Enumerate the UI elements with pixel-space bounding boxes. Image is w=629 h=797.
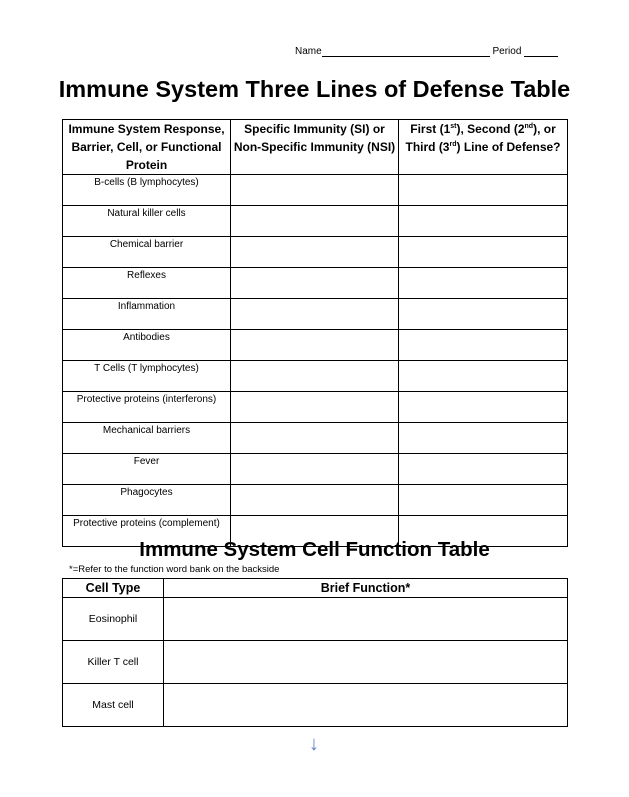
line-answer-cell[interactable] xyxy=(399,454,568,485)
immunity-answer-cell[interactable] xyxy=(231,175,399,206)
hdr-part: First (1 xyxy=(410,122,451,136)
row-label: Mechanical barriers xyxy=(63,423,231,454)
defense-table xyxy=(62,119,568,547)
immunity-answer-cell[interactable] xyxy=(231,206,399,237)
table-row xyxy=(63,641,568,684)
table-row xyxy=(63,392,568,423)
immunity-answer-cell[interactable] xyxy=(231,485,399,516)
line-answer-cell[interactable] xyxy=(399,361,568,392)
table-row xyxy=(63,206,568,237)
immunity-answer-cell[interactable] xyxy=(231,330,399,361)
row-label: T Cells (T lymphocytes) xyxy=(63,361,231,392)
period-field[interactable] xyxy=(524,46,558,57)
table-row xyxy=(63,598,568,641)
row-label: Reflexes xyxy=(63,268,231,299)
hdr-part: ) Line of Defense? xyxy=(456,140,561,154)
col-header-component: Immune System Response, Barrier, Cell, or Functional Protein xyxy=(63,120,231,175)
hdr-part: ), Second (2 xyxy=(456,122,525,136)
row-label: Protective proteins (complement) xyxy=(63,516,231,547)
line-answer-cell[interactable] xyxy=(399,485,568,516)
line-answer-cell[interactable] xyxy=(399,237,568,268)
table-row xyxy=(63,268,568,299)
function-answer-cell[interactable] xyxy=(164,641,568,684)
name-field[interactable] xyxy=(322,46,490,57)
immunity-answer-cell[interactable] xyxy=(231,268,399,299)
cell-type-label: Eosinophil xyxy=(63,598,164,641)
table-row xyxy=(63,330,568,361)
name-label: Name xyxy=(295,46,322,57)
immunity-answer-cell[interactable] xyxy=(231,392,399,423)
hdr-sup: st xyxy=(450,123,457,130)
function-answer-cell[interactable] xyxy=(164,598,568,641)
cell-type-label: Mast cell xyxy=(63,684,164,727)
line-answer-cell[interactable] xyxy=(399,330,568,361)
row-label: B-cells (B lymphocytes) xyxy=(63,175,231,206)
down-arrow-icon: ↓ xyxy=(309,733,319,755)
hdr-sup: rd xyxy=(449,141,457,148)
table-row xyxy=(63,454,568,485)
immunity-answer-cell[interactable] xyxy=(231,454,399,485)
table-row xyxy=(63,175,568,206)
table-row xyxy=(63,361,568,392)
name-period-line xyxy=(295,46,558,57)
line-answer-cell[interactable] xyxy=(399,299,568,330)
row-label: Natural killer cells xyxy=(63,206,231,237)
table-row xyxy=(63,237,568,268)
immunity-answer-cell[interactable] xyxy=(231,299,399,330)
immunity-answer-cell[interactable] xyxy=(231,237,399,268)
function-answer-cell[interactable] xyxy=(164,684,568,727)
table-row xyxy=(63,299,568,330)
row-label: Phagocytes xyxy=(63,485,231,516)
row-label: Antibodies xyxy=(63,330,231,361)
line-answer-cell[interactable] xyxy=(399,206,568,237)
cell-function-table xyxy=(62,578,568,727)
cell-type-label: Killer T cell xyxy=(63,641,164,684)
row-label: Protective proteins (interferons) xyxy=(63,392,231,423)
col-header-cell-type: Cell Type xyxy=(63,579,164,598)
row-label: Inflammation xyxy=(63,299,231,330)
immunity-answer-cell[interactable] xyxy=(231,361,399,392)
word-bank-note: *=Refer to the function word bank on the backside xyxy=(69,564,280,575)
table-row xyxy=(63,684,568,727)
col-header-immunity: Specific Immunity (SI) or Non-Specific Immunity (NSI) xyxy=(231,120,399,175)
period-label: Period xyxy=(492,46,522,57)
table-row xyxy=(63,485,568,516)
line-answer-cell[interactable] xyxy=(399,423,568,454)
table1-title: Immune System Three Lines of Defense Table xyxy=(58,76,571,102)
hdr-part: ), or Third (3 xyxy=(405,122,556,154)
line-answer-cell[interactable] xyxy=(399,392,568,423)
hdr-sup: nd xyxy=(524,123,534,130)
immunity-answer-cell[interactable] xyxy=(231,423,399,454)
table2-title: Immune System Cell Function Table xyxy=(139,538,490,561)
row-label: Fever xyxy=(63,454,231,485)
col-header-function: Brief Function* xyxy=(164,579,568,598)
line-answer-cell[interactable] xyxy=(399,268,568,299)
col-header-line xyxy=(399,120,568,175)
table-row xyxy=(63,423,568,454)
line-answer-cell[interactable] xyxy=(399,175,568,206)
row-label: Chemical barrier xyxy=(63,237,231,268)
